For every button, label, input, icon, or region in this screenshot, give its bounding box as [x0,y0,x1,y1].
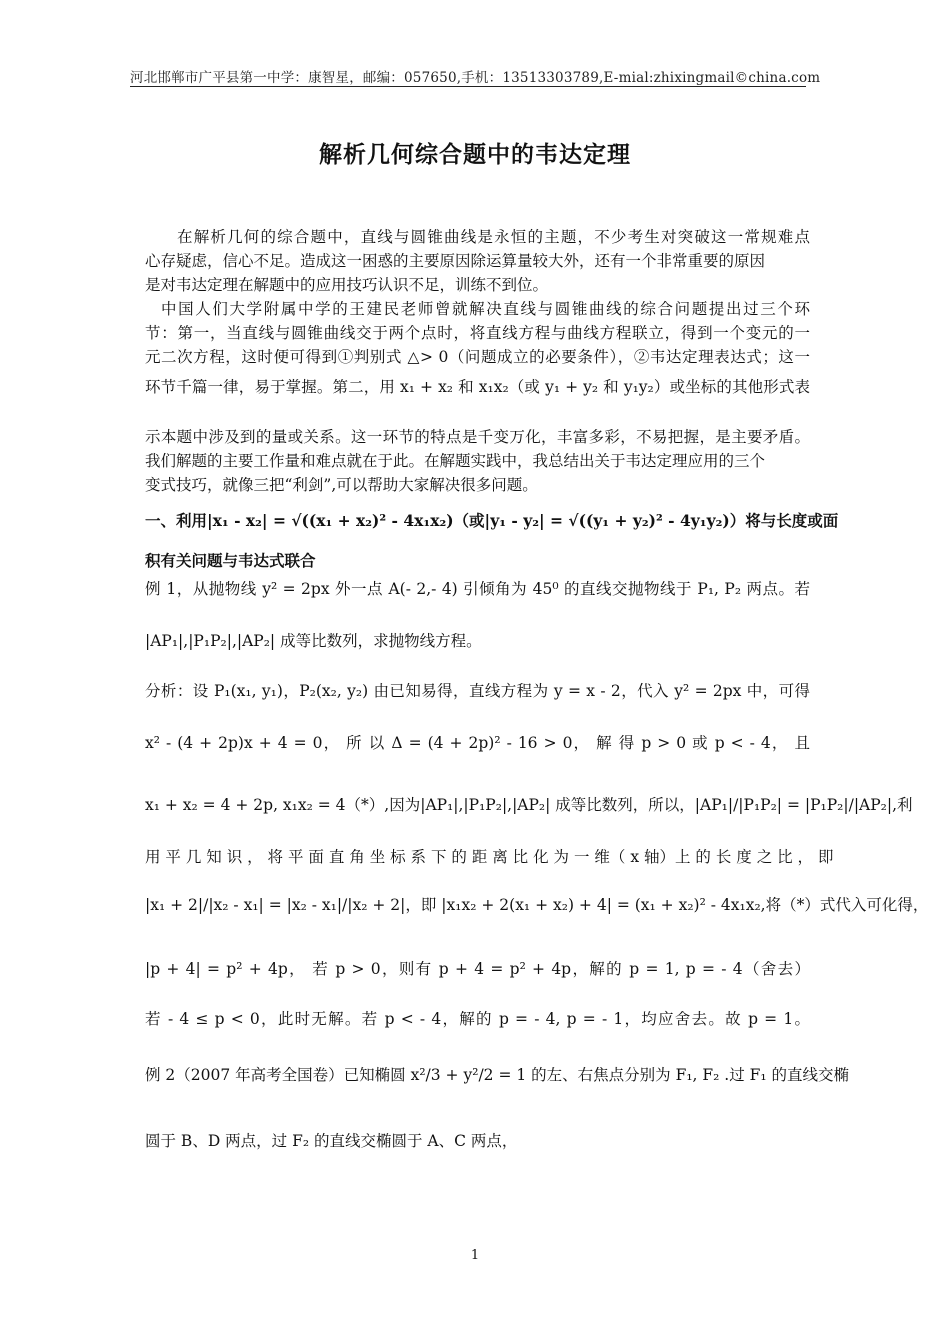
text-line: x₁ + x₂ = 4 + 2p, x₁x₂ = 4（*）,因为|AP₁|,|P₁P₂|,|AP₂| 成等比数列，所以，|AP₁|/|P₁P₂| = |P₁P₂|/|AP₂|,利 [145,796,913,814]
document-title: 解析几何综合题中的韦达定理 [319,141,631,168]
text-line: |x₁ + 2|/|x₂ - x₁| = |x₂ - x₁|/|x₂ + 2|，即 |x₁x₂ + 2(x₁ + x₂) + 4| = (x₁ + x₂)² - 4x₁x₂,将（*）式代入可化得， [145,896,929,914]
text-line: 示本题中涉及到的量或关系。这一环节的特点是千变万化，丰富多彩，不易把握，是主要矛盾。 [145,428,810,446]
page-number: 1 [470,1248,480,1263]
text-line: 用 平 几 知 识 ， 将 平 面 直 角 坐 标 系 下 的 距 离 比 化 为 一 维（ x 轴）上 的 长 度 之 比 ， 即 [145,848,834,866]
text-line: x² - (4 + 2p)x + 4 = 0， 所 以 Δ = (4 + 2p)² - 16 > 0， 解 得 p > 0 或 p < - 4， 且 [145,734,810,752]
text-line: 环节千篇一律，易于掌握。第二，用 x₁ + x₂ 和 x₁x₂（或 y₁ + y₂ 和 y₁y₂）或坐标的其他形式表 [145,378,810,396]
text-line: |p + 4| = p² + 4p， 若 p > 0，则有 p + 4 = p² + 4p，解的 p = 1, p = - 4（舍去） [145,960,810,978]
text-line: 节：第一，当直线与圆锥曲线交于两个点时，将直线方程与曲线方程联立，得到一个变元的一 [145,324,810,342]
text-line: 例 2（2007 年高考全国卷）已知椭圆 x²/3 + y²/2 = 1 的左、右焦点分别为 F₁, F₂ .过 F₁ 的直线交椭 [145,1066,850,1084]
text-line: 变式技巧，就像三把“利剑”,可以帮助大家解决很多问题。 [145,476,538,494]
text-line: 分析：设 P₁(x₁, y₁)，P₂(x₂, y₂) 由已知易得，直线方程为 y = x - 2，代入 y² = 2px 中，可得 [145,682,810,700]
text-line: 是对韦达定理在解题中的应用技巧认识不足，训练不到位。 [145,276,549,294]
text-line: 例 1，从抛物线 y² = 2px 外一点 A(- 2,- 4) 引倾角为 45⁰ 的直线交抛物线于 P₁, P₂ 两点。若 [145,580,810,598]
text-line: 心存疑虑，信心不足。造成这一困惑的主要原因除运算量较大外，还有一个非常重要的原因 [145,252,766,270]
page-header: 河北邯郸市广平县第一中学：康智星，邮编：057650,手机：13513303789,E-mial:zhixingmail©china.com [130,70,821,86]
text-line: |AP₁|,|P₁P₂|,|AP₂| 成等比数列，求抛物线方程。 [145,632,482,650]
header-rule [130,86,806,87]
text-line: 积有关问题与韦达式联合 [145,551,316,570]
text-line: 中国人们大学附属中学的王建民老师曾就解决直线与圆锥曲线的综合问题提出过三个环 [161,300,810,318]
text-line: 在解析几何的综合题中，直线与圆锥曲线是永恒的主题，不少考生对突破这一常规难点 [177,228,810,246]
text-line: 元二次方程，这时便可得到①判别式 △> 0（问题成立的必要条件），②韦达定理表达式；这一 [145,348,810,366]
text-line: 若 - 4 ≤ p < 0，此时无解。若 p < - 4，解的 p = - 4, p = - 1，均应舍去。故 p = 1。 [145,1010,810,1028]
text-line: 我们解题的主要工作量和难点就在于此。在解题实践中，我总结出关于韦达定理应用的三个 [145,452,766,470]
text-line: 圆于 B、D 两点，过 F₂ 的直线交椭圆于 A、C 两点， [145,1132,518,1150]
text-line: 一、利用|x₁ - x₂| = √((x₁ + x₂)² - 4x₁x₂)（或|y₁ - y₂| = √((y₁ + y₂)² - 4y₁y₂)）将与长度或面 [145,511,839,530]
